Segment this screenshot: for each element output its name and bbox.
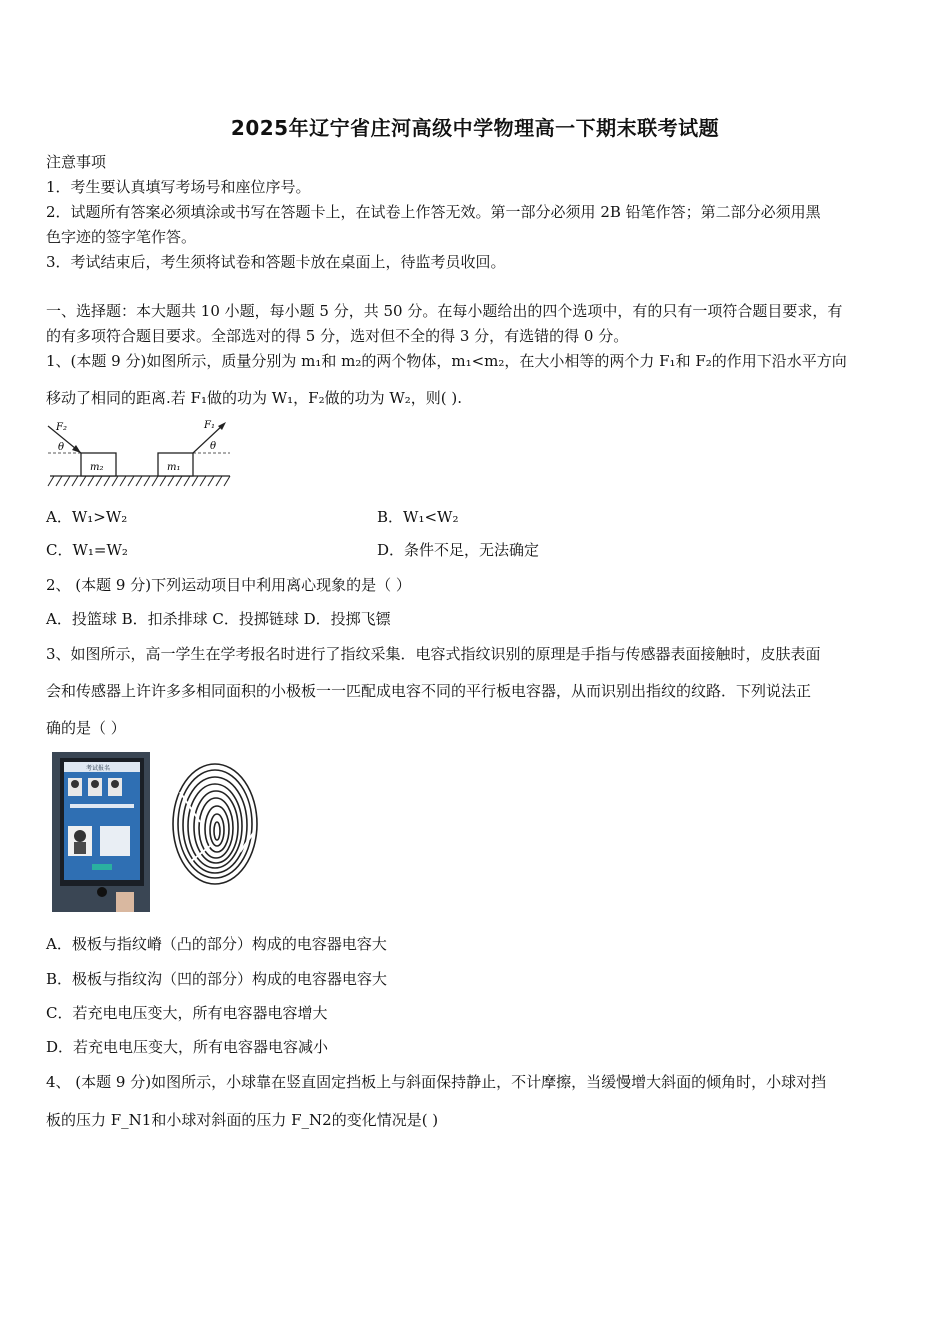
fingerprint-kiosk-photo [52, 752, 150, 912]
q2-options: A．投篮球 B．扣杀排球 C．投掷链球 D．投掷飞镖 [46, 610, 391, 628]
q1-option-d: D．条件不足，无法确定 [377, 541, 540, 559]
label-f2: F₂ [56, 422, 67, 433]
label-m1: m₁ [167, 462, 181, 473]
notice-heading: 注意事项 [46, 153, 107, 171]
q1-option-b: B．W₁<W₂ [377, 508, 459, 526]
notice-item: 2．试题所有答案必须填涂或书写在答题卡上，在试卷上作答无效。第一部分必须用 2B 铅笔作答；第二部分必须用黑 [46, 203, 821, 221]
q3-option-b: B．极板与指纹沟（凹的部分）构成的电容器电容大 [46, 970, 388, 988]
q3-option-d: D．若充电电压变大，所有电容器电容减小 [46, 1038, 329, 1056]
q4-stem: 板的压力 F_N1和小球对斜面的压力 F_N2的变化情况是( ) [46, 1111, 439, 1129]
label-theta: θ [210, 441, 217, 452]
kiosk-screen-title: 考试报名 [86, 765, 111, 772]
q1-stem: 移动了相同的距离.若 F₁做的功为 W₁，F₂做的功为 W₂，则( ). [46, 389, 463, 407]
page-title: 2025年辽宁省庄河高级中学物理高一下期末联考试题 [230, 116, 720, 140]
label-m2: m₂ [90, 462, 104, 473]
q1-force-diagram [44, 416, 234, 492]
label-f1: F₁ [204, 420, 215, 431]
q3-stem: 确的是（ ） [46, 719, 126, 737]
q3-option-a: A．极板与指纹嵴（凸的部分）构成的电容器电容大 [46, 935, 387, 953]
q4-stem: 4、 (本题 9 分)如图所示，小球靠在竖直固定挡板上与斜面保持静止，不计摩擦，当缓慢增大斜面的倾角时，小球对挡 [46, 1073, 827, 1091]
fingerprint-image [170, 762, 260, 892]
notice-item: 色字迹的签字笔作答。 [46, 228, 197, 246]
label-theta: θ [58, 442, 65, 453]
q3-option-c: C．若充电电压变大，所有电容器电容增大 [46, 1004, 328, 1022]
q3-stem: 会和传感器上许许多多相同面积的小极板一一匹配成电容不同的平行板电容器，从而识别出指纹的纹路．下列说法正 [46, 682, 812, 700]
section-instructions: 一、选择题：本大题共 10 小题，每小题 5 分，共 50 分。在每小题给出的四个选项中，有的只有一项符合题目要求，有 [46, 302, 843, 320]
q1-stem: 1、(本题 9 分)如图所示，质量分别为 m₁和 m₂的两个物体，m₁<m₂，在大小相等的两个力 F₁和 F₂的作用下沿水平方向 [46, 352, 847, 370]
section-instructions: 的有多项符合题目要求。全部选对的得 5 分，选对但不全的得 3 分，有选错的得 0 分。 [46, 327, 629, 345]
q2-stem: 2、 (本题 9 分)下列运动项目中利用离心现象的是（ ） [46, 576, 411, 594]
notice-item: 1．考生要认真填写考场号和座位序号。 [46, 178, 311, 196]
q1-option-a: A．W₁>W₂ [46, 508, 128, 526]
q3-stem: 3、如图所示，高一学生在学考报名时进行了指纹采集．电容式指纹识别的原理是手指与传感器表面接触时，皮肤表面 [46, 645, 821, 663]
notice-item: 3．考试结束后，考生须将试卷和答题卡放在桌面上，待监考员收回。 [46, 253, 506, 271]
q1-option-c: C．W₁=W₂ [46, 541, 128, 559]
